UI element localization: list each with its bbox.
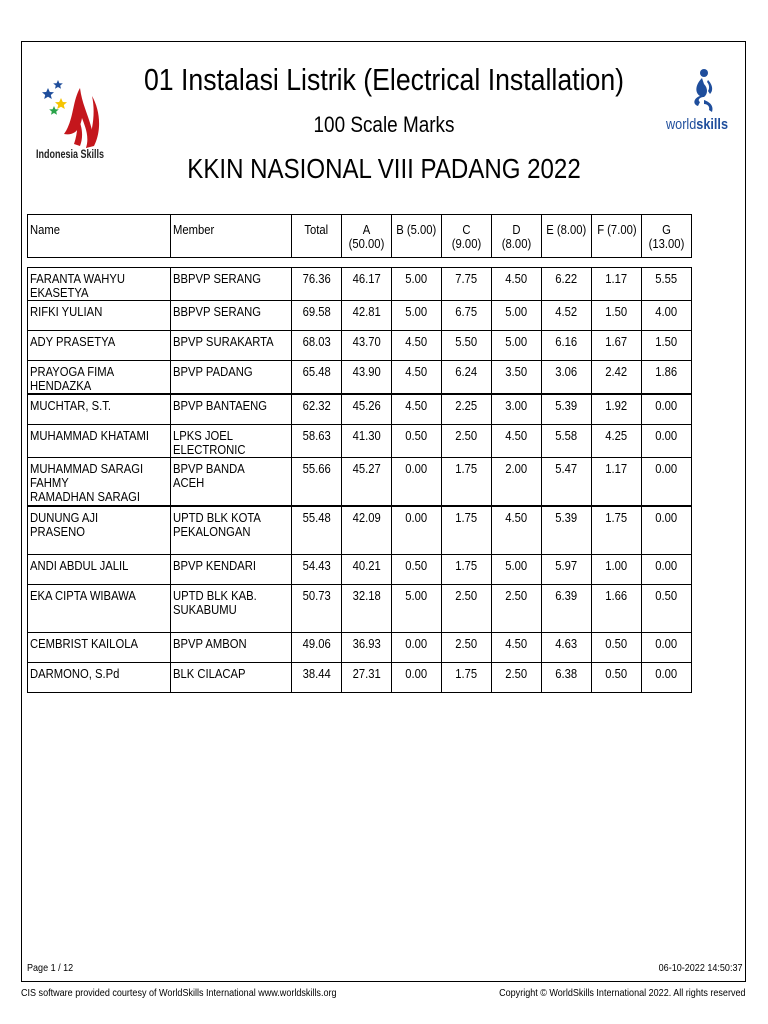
cell-value: 5.58 (555, 429, 578, 443)
cell-value: 0.50 (605, 667, 628, 681)
table-row (28, 331, 692, 361)
cell-g (642, 506, 692, 555)
column-header-label: E (8.00) (546, 223, 587, 237)
cell-value: BPVP PADANG (173, 365, 253, 379)
cell-d (492, 425, 542, 458)
cell-a (342, 663, 392, 693)
cell-value: 1.17 (605, 462, 628, 476)
cell-value: 45.26 (352, 399, 381, 413)
copyright-notice: Copyright © WorldSkills International 2022. All rights reserved (499, 987, 746, 999)
cell-name (28, 331, 171, 361)
star-yellow-icon (55, 98, 67, 109)
cell-total (292, 361, 342, 395)
cell-total (292, 633, 342, 663)
cell-value: 0.00 (655, 559, 678, 573)
cell-value: 43.70 (352, 335, 381, 349)
cell-c (442, 394, 492, 425)
cell-g (642, 394, 692, 425)
cell-d (492, 555, 542, 585)
cell-g (642, 633, 692, 663)
cell-value: BPVP BANDA ACEH (173, 462, 245, 490)
cell-member (171, 301, 292, 331)
cell-b (392, 394, 442, 425)
cell-value: 27.31 (352, 667, 381, 681)
cell-value: 62.32 (302, 399, 331, 413)
table-row (28, 301, 692, 331)
cell-d (492, 268, 542, 301)
cell-a (342, 585, 392, 633)
cell-e (542, 394, 592, 425)
header-spacer (28, 258, 692, 268)
cell-g (642, 555, 692, 585)
cell-value: 36.93 (352, 637, 381, 651)
cell-value: 5.00 (405, 272, 428, 286)
cell-value: 5.00 (505, 335, 528, 349)
cell-total (292, 585, 342, 633)
cell-value: 3.06 (555, 365, 578, 379)
cell-member (171, 585, 292, 633)
cell-value: 0.00 (405, 667, 428, 681)
cell-member (171, 458, 292, 507)
cell-value: 0.50 (405, 559, 428, 573)
column-header-f (592, 215, 642, 258)
cell-value: 1.67 (605, 335, 628, 349)
cell-value: 0.50 (405, 429, 428, 443)
column-header-c (442, 215, 492, 258)
cell-value: 2.50 (455, 637, 478, 651)
cell-d (492, 394, 542, 425)
cell-value: 4.50 (505, 429, 528, 443)
cell-value: 54.43 (302, 559, 331, 573)
column-header-a (342, 215, 392, 258)
cell-member (171, 331, 292, 361)
cell-d (492, 506, 542, 555)
cell-total (292, 555, 342, 585)
cell-value: 0.00 (655, 462, 678, 476)
cell-value: BLK CILACAP (173, 667, 246, 681)
cell-value: 4.50 (405, 335, 428, 349)
cell-e (542, 361, 592, 395)
cell-value: 65.48 (302, 365, 331, 379)
cell-value: 6.39 (555, 589, 578, 603)
cell-name (28, 361, 171, 395)
cell-value: 0.00 (405, 511, 428, 525)
results-table (27, 214, 692, 693)
cell-value: 5.39 (555, 511, 578, 525)
cell-e (542, 633, 592, 663)
column-header-label: A (50.00) (348, 223, 385, 251)
cell-name (28, 425, 171, 458)
cell-g (642, 268, 692, 301)
cell-value: 2.42 (605, 365, 628, 379)
cell-value: 5.47 (555, 462, 578, 476)
cell-value: 49.06 (302, 637, 331, 651)
cell-c (442, 268, 492, 301)
cell-d (492, 633, 542, 663)
cell-value: 69.58 (302, 305, 331, 319)
cell-value: BPVP AMBON (173, 637, 247, 651)
cell-value: 2.50 (455, 589, 478, 603)
column-header-member (171, 215, 292, 258)
cell-value: UPTD BLK KOTA PEKALONGAN (173, 511, 261, 539)
cell-value: ANDI ABDUL JALIL (30, 559, 129, 573)
table-row (28, 394, 692, 425)
cell-g (642, 663, 692, 693)
cell-a (342, 458, 392, 507)
cell-e (542, 663, 592, 693)
cell-value: 0.00 (655, 511, 678, 525)
cell-value: 5.00 (505, 305, 528, 319)
cell-value: 5.55 (655, 272, 678, 286)
cell-value: 4.50 (405, 399, 428, 413)
cell-value: 1.75 (455, 667, 478, 681)
cell-value: 1.50 (605, 305, 628, 319)
column-header-name (28, 215, 171, 258)
column-header-label: F (7.00) (596, 223, 637, 237)
cell-value: 45.27 (352, 462, 381, 476)
cell-a (342, 361, 392, 395)
cell-b (392, 506, 442, 555)
cell-f (592, 633, 642, 663)
cell-value: 55.48 (302, 511, 331, 525)
cell-e (542, 555, 592, 585)
table-row (28, 506, 692, 555)
cell-value: 4.50 (405, 365, 428, 379)
cell-name (28, 663, 171, 693)
cell-g (642, 425, 692, 458)
table-row (28, 361, 692, 395)
cell-a (342, 268, 392, 301)
cell-total (292, 506, 342, 555)
cell-a (342, 506, 392, 555)
cell-value: 1.17 (605, 272, 628, 286)
cell-total (292, 301, 342, 331)
cell-f (592, 506, 642, 555)
column-header-label: G (13.00) (648, 223, 685, 251)
cell-value: 0.00 (655, 399, 678, 413)
cell-d (492, 361, 542, 395)
cell-d (492, 458, 542, 507)
column-header-e (542, 215, 592, 258)
worldskills-label: worldskills (666, 116, 734, 133)
cell-value: 1.75 (455, 462, 478, 476)
cell-value: 42.81 (352, 305, 381, 319)
cell-value: 1.86 (655, 365, 678, 379)
page-number: Page 1 / 12 (27, 962, 74, 974)
cell-value: 32.18 (352, 589, 381, 603)
cell-f (592, 361, 642, 395)
cell-b (392, 663, 442, 693)
column-header-label: B (5.00) (396, 223, 437, 237)
table-header-row (28, 215, 692, 258)
cell-c (442, 301, 492, 331)
cell-b (392, 268, 442, 301)
cell-c (442, 331, 492, 361)
cell-c (442, 458, 492, 507)
cell-value: 0.00 (405, 462, 428, 476)
cell-a (342, 331, 392, 361)
cell-d (492, 301, 542, 331)
cell-total (292, 663, 342, 693)
cell-value: 4.50 (505, 272, 528, 286)
column-header-label: Name (30, 223, 61, 237)
cell-value: BPVP SURAKARTA (173, 335, 274, 349)
cell-e (542, 425, 592, 458)
cell-value: 4.52 (555, 305, 578, 319)
cell-e (542, 301, 592, 331)
cell-value: 0.00 (655, 637, 678, 651)
cell-f (592, 425, 642, 458)
cell-value: 68.03 (302, 335, 331, 349)
cell-g (642, 361, 692, 395)
cell-c (442, 555, 492, 585)
cell-g (642, 301, 692, 331)
cell-c (442, 506, 492, 555)
cell-value: 6.16 (555, 335, 578, 349)
cell-value: 58.63 (302, 429, 331, 443)
cell-value: 5.97 (555, 559, 578, 573)
spacer-cell (28, 258, 692, 268)
cell-member (171, 361, 292, 395)
cell-value: 5.00 (405, 305, 428, 319)
cell-value: 50.73 (302, 589, 331, 603)
cell-c (442, 585, 492, 633)
cell-value: 1.75 (455, 559, 478, 573)
cell-name (28, 394, 171, 425)
page-title: 01 Instalasi Listrik (Electrical Installation) (143, 62, 625, 97)
cell-value: EKA CIPTA WIBAWA (30, 589, 136, 603)
cell-member (171, 506, 292, 555)
cell-e (542, 458, 592, 507)
cell-b (392, 633, 442, 663)
column-header-label: Total (304, 223, 329, 237)
cell-f (592, 585, 642, 633)
cell-e (542, 268, 592, 301)
table-row (28, 555, 692, 585)
cell-value: 4.63 (555, 637, 578, 651)
table-row (28, 425, 692, 458)
table-row (28, 633, 692, 663)
cell-value: 5.00 (505, 559, 528, 573)
cell-value: 6.75 (455, 305, 478, 319)
cell-e (542, 331, 592, 361)
cell-a (342, 425, 392, 458)
cell-c (442, 663, 492, 693)
cell-value: BPVP KENDARI (173, 559, 256, 573)
cell-name (28, 555, 171, 585)
cell-value: FARANTA WAHYU EKASETYA (30, 272, 126, 300)
table-row (28, 458, 692, 507)
cell-value: 46.17 (352, 272, 381, 286)
cell-c (442, 425, 492, 458)
cell-f (592, 663, 642, 693)
cell-member (171, 555, 292, 585)
cell-value: 4.25 (605, 429, 628, 443)
cell-e (542, 506, 592, 555)
cell-total (292, 268, 342, 301)
cell-value: BBPVP SERANG (173, 305, 261, 319)
column-header-label: Member (173, 223, 215, 237)
cell-b (392, 585, 442, 633)
cell-value: 55.66 (302, 462, 331, 476)
table-row (28, 663, 692, 693)
cell-value: 4.50 (505, 637, 528, 651)
cell-value: 1.75 (455, 511, 478, 525)
cell-value: 1.50 (655, 335, 678, 349)
cell-value: 2.50 (455, 429, 478, 443)
cell-value: 2.00 (505, 462, 528, 476)
cell-e (542, 585, 592, 633)
cell-value: 1.00 (605, 559, 628, 573)
cell-name (28, 633, 171, 663)
indonesia-skills-label: Indonesia Skills (36, 149, 104, 161)
cell-name (28, 458, 171, 507)
cell-g (642, 585, 692, 633)
cell-value: 41.30 (352, 429, 381, 443)
star-blue-icon (42, 88, 54, 99)
cell-value: PRAYOGA FIMA HENDAZKA (30, 365, 114, 393)
cell-f (592, 301, 642, 331)
cell-f (592, 331, 642, 361)
cell-value: 4.50 (505, 511, 528, 525)
column-header-total (292, 215, 342, 258)
cell-value: 1.66 (605, 589, 628, 603)
cell-value: 6.22 (555, 272, 578, 286)
cis-credit: CIS software provided courtesy of WorldSkills International www.worldskills.org (21, 987, 337, 999)
cell-value: MUCHTAR, S.T. (30, 399, 112, 413)
column-header-d (492, 215, 542, 258)
cell-value: 0.50 (605, 637, 628, 651)
cell-value: RIFKI YULIAN (30, 305, 103, 319)
cell-b (392, 301, 442, 331)
cell-a (342, 301, 392, 331)
column-header-b (392, 215, 442, 258)
cell-total (292, 394, 342, 425)
cell-c (442, 633, 492, 663)
cell-value: 4.00 (655, 305, 678, 319)
cell-value: 7.75 (455, 272, 478, 286)
cell-g (642, 458, 692, 507)
cell-total (292, 331, 342, 361)
cell-value: DARMONO, S.Pd (30, 667, 120, 681)
cell-value: ADY PRASETYA (30, 335, 116, 349)
cell-b (392, 331, 442, 361)
cell-total (292, 425, 342, 458)
cell-value: 5.39 (555, 399, 578, 413)
page-subtitle: 100 Scale Marks (313, 112, 455, 137)
cell-value: 0.00 (655, 667, 678, 681)
cell-value: LPKS JOEL ELECTRONIC (173, 429, 246, 457)
cell-value: 2.50 (505, 589, 528, 603)
cell-value: 76.36 (302, 272, 331, 286)
cell-value: 2.25 (455, 399, 478, 413)
cell-value: 0.50 (655, 589, 678, 603)
cell-value: 5.50 (455, 335, 478, 349)
cell-value: 38.44 (302, 667, 331, 681)
table-row (28, 268, 692, 301)
cell-value: BPVP BANTAENG (173, 399, 267, 413)
cell-b (392, 425, 442, 458)
cell-f (592, 555, 642, 585)
cell-value: 1.92 (605, 399, 628, 413)
cell-total (292, 458, 342, 507)
cell-value: 0.00 (405, 637, 428, 651)
table-row (28, 585, 692, 633)
cell-value: UPTD BLK KAB. SUKABUMU (173, 589, 257, 617)
cell-value: 3.50 (505, 365, 528, 379)
cell-name (28, 268, 171, 301)
cell-a (342, 394, 392, 425)
cell-value: CEMBRIST KAILOLA (30, 637, 138, 651)
cell-value: DUNUNG AJI PRASENO (30, 511, 99, 539)
cell-b (392, 458, 442, 507)
cell-value: 43.90 (352, 365, 381, 379)
cell-value: 40.21 (352, 559, 381, 573)
event-title: KKIN NASIONAL VIII PADANG 2022 (187, 153, 581, 184)
cell-value: 5.00 (405, 589, 428, 603)
cell-b (392, 555, 442, 585)
cell-member (171, 425, 292, 458)
cell-a (342, 633, 392, 663)
cell-f (592, 458, 642, 507)
cell-member (171, 394, 292, 425)
cell-value: 42.09 (352, 511, 381, 525)
cell-b (392, 361, 442, 395)
cell-value: 6.38 (555, 667, 578, 681)
cell-member (171, 633, 292, 663)
cell-value: 2.50 (505, 667, 528, 681)
cell-value: 1.75 (605, 511, 628, 525)
column-header-g (642, 215, 692, 258)
cell-value: MUHAMMAD SARAGI FAHMY RAMADHAN SARAGI (30, 462, 144, 504)
cell-a (342, 555, 392, 585)
cell-name (28, 506, 171, 555)
cell-value: 0.00 (655, 429, 678, 443)
cell-c (442, 361, 492, 395)
cell-member (171, 268, 292, 301)
cell-g (642, 331, 692, 361)
cell-value: 6.24 (455, 365, 478, 379)
cell-f (592, 394, 642, 425)
column-header-label: D (8.00) (501, 223, 532, 251)
cell-f (592, 268, 642, 301)
cell-value: BBPVP SERANG (173, 272, 261, 286)
cell-name (28, 585, 171, 633)
cell-d (492, 585, 542, 633)
cell-value: MUHAMMAD KHATAMI (30, 429, 149, 443)
column-header-label: C (9.00) (451, 223, 482, 251)
cell-d (492, 331, 542, 361)
cell-d (492, 663, 542, 693)
cell-value: 3.00 (505, 399, 528, 413)
report-datetime: 06-10-2022 14:50:37 (658, 962, 742, 974)
cell-member (171, 663, 292, 693)
cell-name (28, 301, 171, 331)
